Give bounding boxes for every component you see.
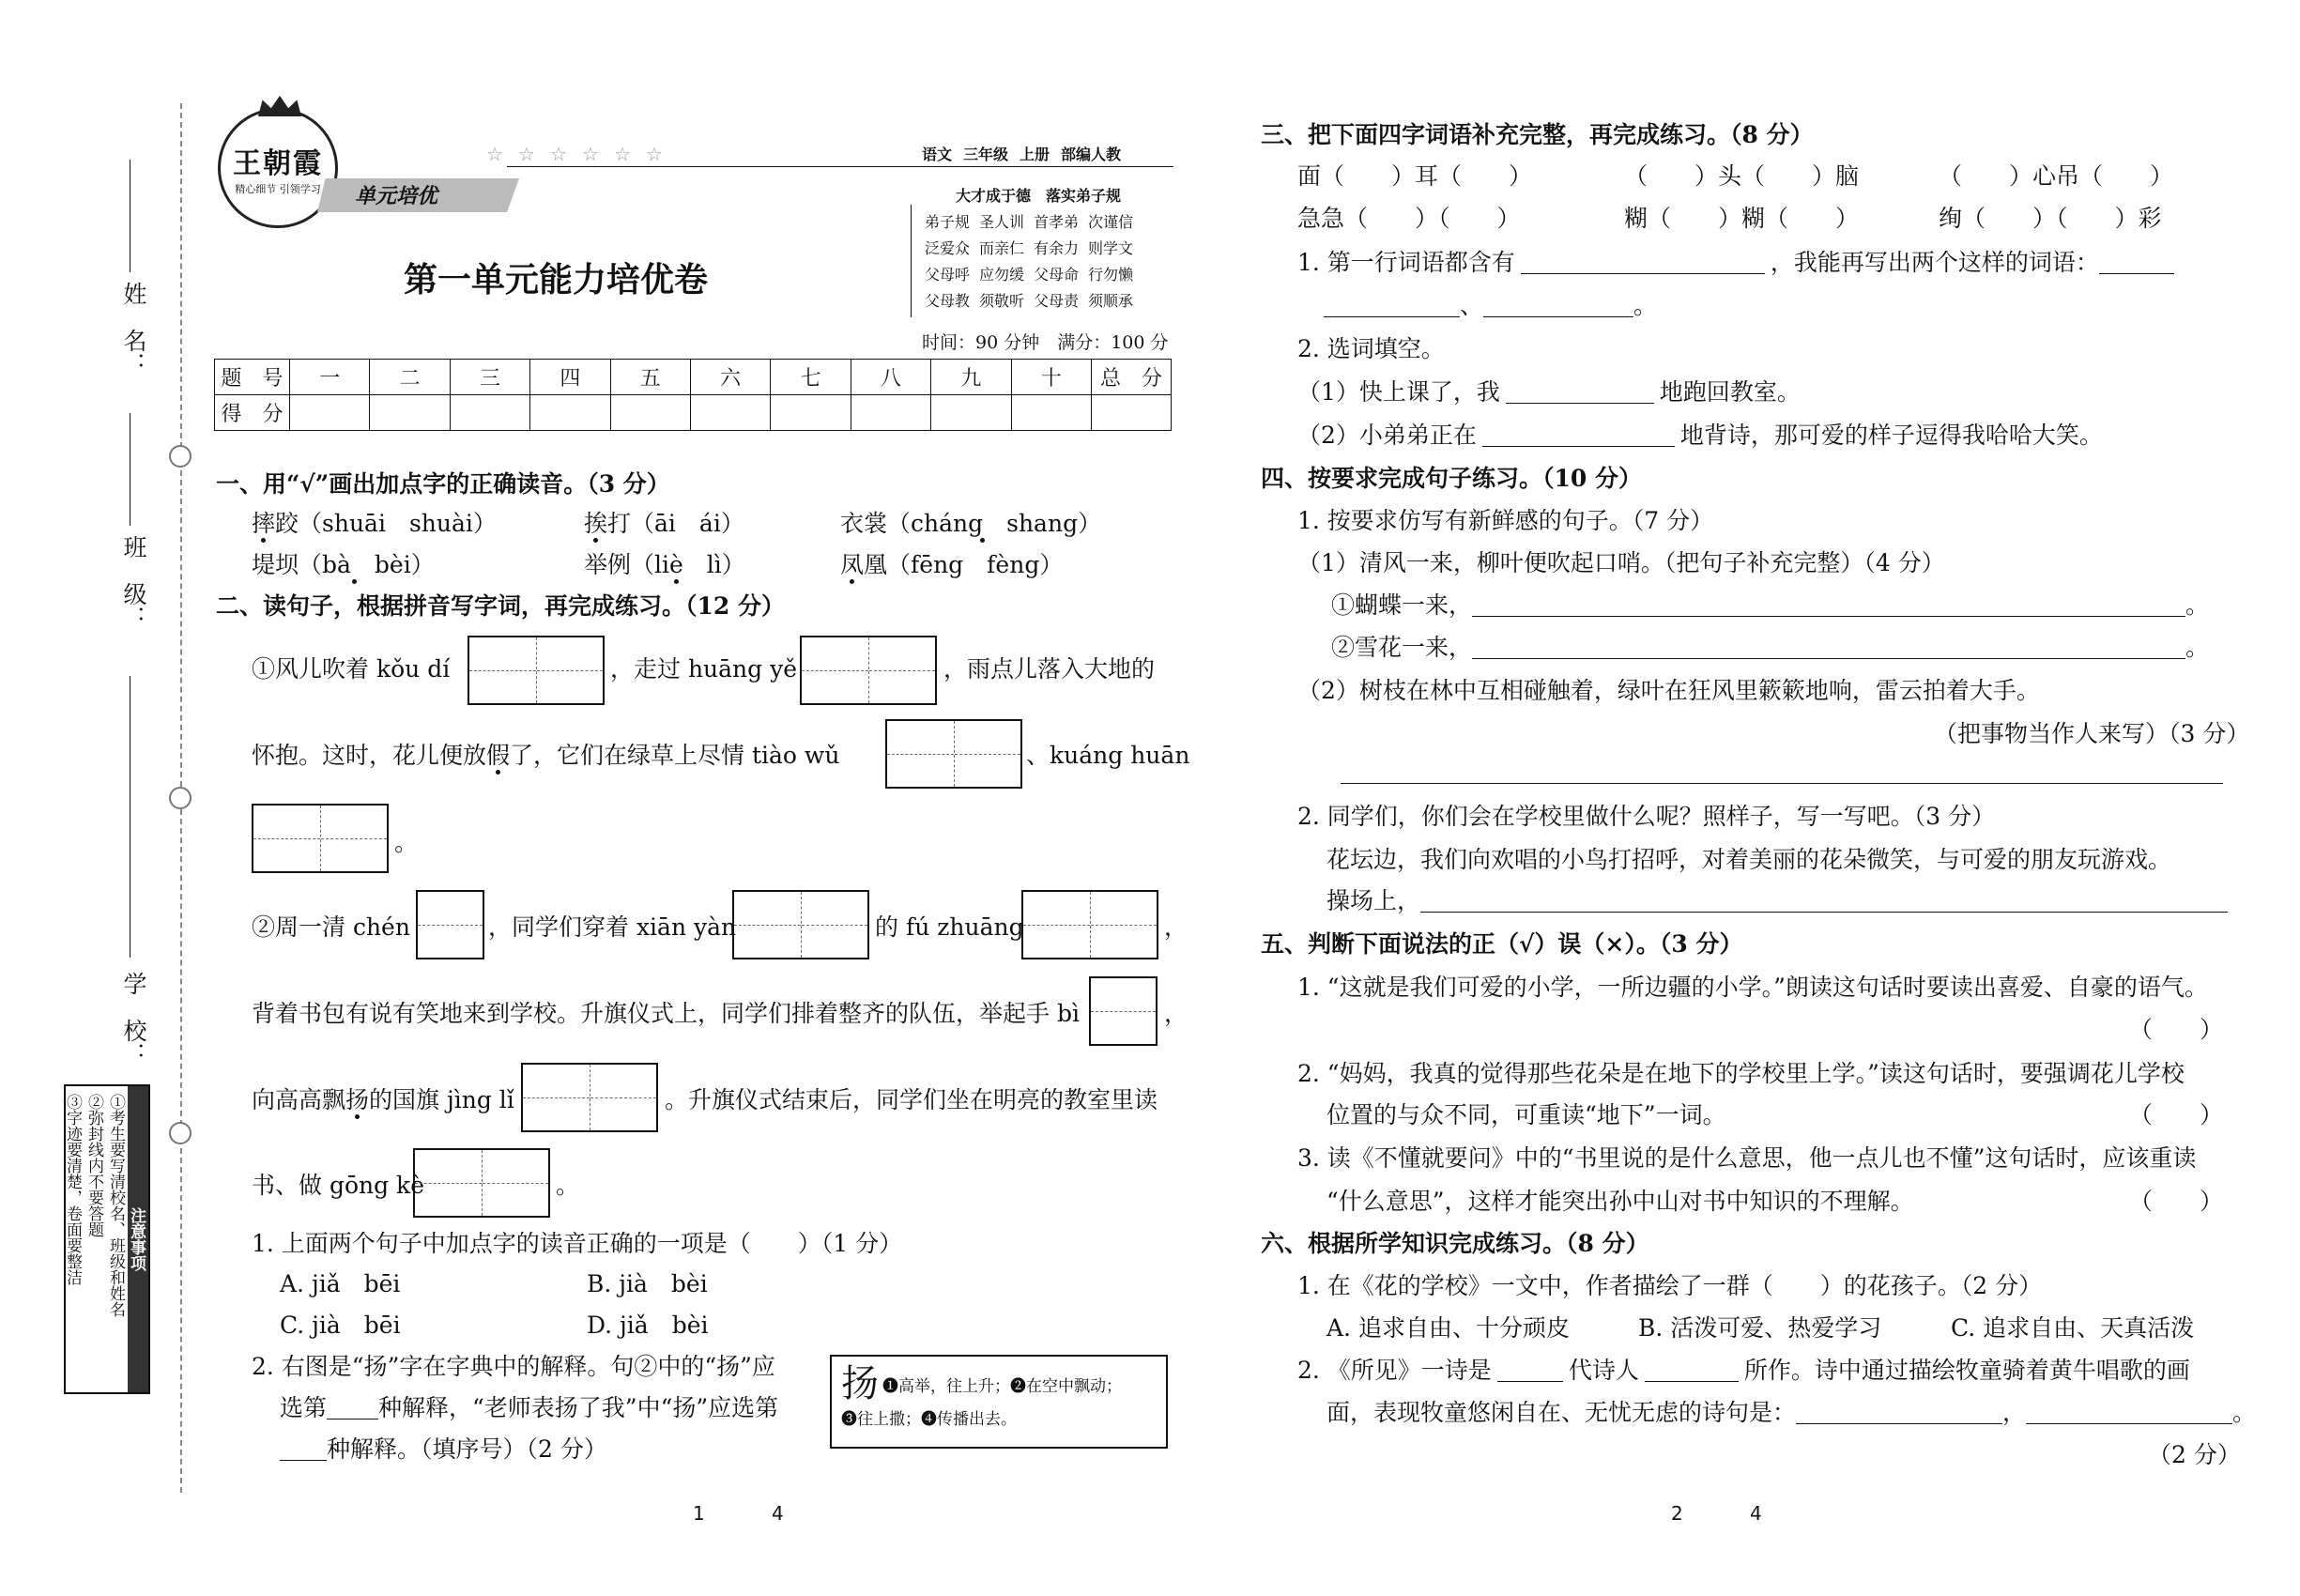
logo-text: 王朝霞 <box>233 147 323 180</box>
q4-text: （1）清风一来，柳叶便吹起口哨。（把句子补充完整）（4 分） <box>1297 549 1945 576</box>
q4-text: （把事物当作人来写）（3 分） <box>1934 720 2250 747</box>
motto-line: 泛爱众 而亲仁 有余力 则学文 <box>924 239 1133 257</box>
tag: 语文 <box>922 146 953 163</box>
q3-text: （2）小弟弟正在 地背诗，那可爱的样子逗得我哈哈大笑。 <box>1297 417 2103 454</box>
binding-circle <box>169 787 192 809</box>
q2-text: ， <box>1164 1000 1188 1027</box>
q4-text: 1. 按要求仿写有新鲜感的句子。（7 分） <box>1297 507 1714 534</box>
q3-text: 、 。 <box>1324 287 1657 325</box>
writing-grid[interactable] <box>885 719 1022 789</box>
answer-line[interactable] <box>1420 884 2228 913</box>
q4-text: 2. 同学们，你们会在学校里做什么呢？照样子，写一写吧。（3 分） <box>1297 803 1996 830</box>
q4-text: 操场上， <box>1326 882 2228 920</box>
star-icon: ☆ <box>614 143 631 165</box>
q2-text: 。升旗仪式结束后，同学们坐在明亮的教室里读 <box>665 1086 1158 1113</box>
page-number: 2 <box>1671 1502 1683 1525</box>
motto-block <box>920 183 1138 315</box>
crown-icon <box>258 96 301 116</box>
answer-blank[interactable] <box>1324 289 1460 317</box>
subject-tags <box>922 143 1121 164</box>
writing-grid[interactable] <box>1089 976 1158 1046</box>
q2-sub2: 2. 右图是“扬”字在字典中的解释。句②中的“扬”应 <box>252 1353 775 1380</box>
option-a[interactable]: A. jiǎ bēi <box>280 1270 401 1297</box>
notice-item: ③字迹要清楚，卷面要整洁 <box>63 1094 82 1285</box>
q3-idiom[interactable]: 急急（ ）（ ） <box>1297 205 1521 232</box>
answer-line[interactable] <box>1341 783 2223 784</box>
answer-blank[interactable] <box>1796 1396 2002 1424</box>
q2-text: 怀抱。这时，花儿便放假了，它们在绿草上尽情 tiào wǔ <box>252 742 840 769</box>
star-icon: ☆ <box>550 143 567 165</box>
q1-item[interactable]: 衣裳（cháng shang） <box>840 510 1102 537</box>
q2-text: 向高高飘扬的国旗 jìng lǐ <box>252 1086 514 1113</box>
q2-text: 的 fú zhuāng <box>875 913 1024 941</box>
q3-idiom[interactable]: （ ）心吊（ ） <box>1939 162 2174 190</box>
writing-grid[interactable] <box>413 1148 550 1218</box>
answer-blank[interactable] <box>2026 1396 2232 1424</box>
answer-paren[interactable]: （ ） <box>2129 1188 2224 1215</box>
header-rule <box>507 166 1173 167</box>
motto-line: 父母教 须敬听 父母责 须顺承 <box>924 292 1133 310</box>
dict-def: ❸往上撒；❹传播出去。 <box>841 1410 1017 1429</box>
motto-title: 大才成于德 落实弟子规 <box>956 187 1122 205</box>
q3-text: 1. 第一行词语都含有 ，我能再写出两个这样的词语： <box>1297 244 2174 282</box>
option-c[interactable]: C. jià bēi <box>280 1312 401 1339</box>
q3-idiom[interactable]: 绚（ ）（ ）彩 <box>1939 205 2162 232</box>
q1-item[interactable]: 凤凰（fēng fèng） <box>840 551 1064 578</box>
motto-line: 父母呼 应勿缓 父母命 行勿懒 <box>924 266 1133 284</box>
q5-text: 位置的与众不同，可重读“地下”一词。 <box>1326 1101 1726 1128</box>
answer-blank[interactable] <box>1482 419 1675 447</box>
option-d[interactable]: D. jiǎ bèi <box>587 1312 709 1339</box>
star-icon: ☆ <box>486 143 503 165</box>
q5-text: “什么意思”，这样才能突出孙中山对书中知识的不理解。 <box>1326 1188 1914 1215</box>
binding-circle <box>169 1122 192 1144</box>
star-icon: ☆ <box>518 143 535 165</box>
answer-paren[interactable]: （ ） <box>2129 1101 2224 1128</box>
time-score: 时间：90 分钟 满分：100 分 <box>922 332 1169 353</box>
tag: 三年级 <box>963 146 1009 163</box>
star-icon: ☆ <box>582 143 599 165</box>
q3-title: 三、把下面四字词语补充完整，再完成练习。（8 分） <box>1261 121 1814 148</box>
answer-blank[interactable] <box>280 1433 327 1461</box>
star-icon: ☆ <box>646 143 663 165</box>
section-label: 单元培优 <box>355 185 438 208</box>
page-number: 1 <box>693 1502 705 1525</box>
q6-text: 面，表现牧童悠闲自在、无忧无虑的诗句是： ， 。 <box>1326 1394 2256 1432</box>
q2-title: 二、读句子，根据拼音写字词，再完成练习。（12 分） <box>216 592 785 620</box>
answer-blank[interactable] <box>1483 289 1633 317</box>
q6-text: 2. 《所见》一诗是 代诗人 所作。诗中通过描绘牧童骑着黄牛唱歌的画 <box>1297 1352 2190 1389</box>
q6-title: 六、根据所学知识完成练习。（8 分） <box>1261 1230 1649 1257</box>
score-header-row: 题 号 一 二 三 四 五 六 七 八 九 十 总 分 <box>215 360 1172 395</box>
writing-grid[interactable] <box>521 1063 658 1132</box>
page-total: 4 <box>1750 1502 1762 1525</box>
q5-text: 2. “妈妈，我真的觉得那些花朵是在地下的学校里上学。”读这句话时，要强调花儿学校 <box>1297 1060 2185 1087</box>
writing-grid[interactable] <box>732 890 869 959</box>
answer-blank[interactable] <box>1506 376 1654 404</box>
writing-grid[interactable] <box>468 636 605 705</box>
score-table <box>214 359 1172 431</box>
q1-item[interactable]: 摔跤（shuāi shuài） <box>252 510 497 537</box>
q2-sub2: 种解释。（填序号）（2 分） <box>280 1431 607 1468</box>
q2-text: ， <box>1164 913 1188 941</box>
notice-title: 注意事项 <box>128 1086 148 1392</box>
school-label: 学 校： <box>120 972 147 1066</box>
q4-text: （2）树枝在林中互相碰触着，绿叶在狂风里簌簌地响，雷云拍着大手。 <box>1297 677 2040 704</box>
q5-title: 五、判断下面说法的正（√）误（×）。（3 分） <box>1261 930 1743 958</box>
q2-sub1: 1. 上面两个句子中加点字的读音正确的一项是（ ）（1 分） <box>252 1230 903 1257</box>
q4-text: 花坛边，我们向欢唱的小鸟打招呼，对着美丽的花朵微笑，与可爱的朋友玩游戏。 <box>1326 846 2172 873</box>
q2-text: 、kuáng huān <box>1026 742 1190 769</box>
motto-line: 弟子规 圣人训 首孝弟 次谨信 <box>924 213 1133 231</box>
dictionary-box <box>830 1355 1168 1449</box>
option-c[interactable]: C. 追求自由、天真活泼 <box>1951 1314 2195 1342</box>
answer-blank[interactable] <box>1645 1354 1739 1382</box>
page-total: 4 <box>772 1502 784 1525</box>
q2-text: ②周一清 chén <box>252 913 410 941</box>
q3-idiom[interactable]: 糊（ ）糊（ ） <box>1624 205 1860 232</box>
name-label: 姓 名： <box>120 282 147 376</box>
q4-text: ①蝴蝶一来， 。 <box>1331 587 2209 624</box>
q6-text: （2 分） <box>2148 1441 2241 1468</box>
answer-blank[interactable] <box>2099 246 2174 274</box>
q1-item[interactable]: 挨打（āi ái） <box>584 510 744 537</box>
answer-paren[interactable]: （ ） <box>2129 1016 2224 1043</box>
answer-blank[interactable] <box>1497 1354 1563 1382</box>
q1-title: 一、用“√”画出加点字的正确读音。（3 分） <box>216 470 670 498</box>
notice-box <box>64 1084 150 1394</box>
notice-item: ①考生要写清校名、班级和姓名 <box>106 1094 125 1317</box>
q3-text: （1）快上课了，我 地跑回教室。 <box>1297 374 1801 411</box>
q2-text: ，走过 huāng yě <box>610 655 798 683</box>
paper-title: 第一单元能力培优卷 <box>404 260 709 299</box>
q2-text: ①风儿吹着 kǒu dí <box>252 655 451 683</box>
tag: 部编人教 <box>1061 146 1122 163</box>
q5-text: 1. “这就是我们可爱的小学，一所边疆的小学。”朗读这句话时要读出喜爱、自豪的语气。 <box>1297 974 2208 1001</box>
option-b[interactable]: B. jià bèi <box>587 1270 708 1297</box>
answer-line[interactable] <box>1472 631 2185 659</box>
option-a[interactable]: A. 追求自由、十分顽皮 <box>1326 1314 1570 1342</box>
answer-line[interactable] <box>1472 589 2185 617</box>
q1-item[interactable]: 举例（liè lì） <box>584 551 745 578</box>
q2-sub2: 选第 种解释，“老师表扬了我”中“扬”应选第 <box>280 1389 778 1427</box>
logo-subtext: 精心细节 引领学习 <box>235 183 321 195</box>
q6-text: 1. 在《花的学校》一文中，作者描绘了一群（ ）的花孩子。（2 分） <box>1297 1272 2043 1299</box>
writing-grid[interactable] <box>800 636 937 705</box>
writing-grid[interactable] <box>416 890 484 959</box>
q2-text: 。 <box>394 829 419 856</box>
dict-def: ❶高举，往上升；❷在空中飘动； <box>882 1376 1122 1396</box>
binding-circle <box>169 445 192 468</box>
q2-text: ，雨点儿落入大地的 <box>943 655 1156 683</box>
q3-idiom[interactable]: 面（ ）耳（ ） <box>1297 162 1533 190</box>
writing-grid[interactable] <box>252 804 389 873</box>
q5-text: 3. 读《不懂就要问》中的“书里说的是什么意思，他一点儿也不懂”这句话时，应该重读 <box>1297 1144 2197 1172</box>
q3-text: 2. 选词填空。 <box>1297 335 1445 362</box>
answer-blank[interactable] <box>327 1391 378 1420</box>
writing-grid[interactable] <box>1021 890 1158 959</box>
q2-text: 书、做 gōng kè <box>252 1172 424 1199</box>
option-b[interactable]: B. 活泼可爱、热爱学习 <box>1638 1314 1882 1342</box>
score-input-row[interactable]: 得 分 <box>215 395 1172 431</box>
notice-item: ②弥封线内不要答题 <box>84 1094 103 1237</box>
q2-text: 背着书包有说有笑地来到学校。升旗仪式上，同学们排着整齐的队伍，举起手 bì <box>252 1000 1080 1027</box>
q3-idiom[interactable]: （ ）头（ ）脑 <box>1624 162 1860 190</box>
class-label: 班 级： <box>120 535 147 629</box>
tag: 上册 <box>1020 146 1050 163</box>
answer-blank[interactable] <box>1521 246 1765 274</box>
motto-divider <box>911 205 912 317</box>
q2-text: ，同学们穿着 xiān yàn <box>488 913 737 941</box>
q4-text: ②雪花一来， 。 <box>1331 629 2209 667</box>
q4-title: 四、按要求完成句子练习。（10 分） <box>1261 465 1642 492</box>
q2-text: 。 <box>556 1172 580 1199</box>
dict-char: 扬 <box>841 1362 879 1405</box>
q1-item[interactable]: 堤坝（bà bèi） <box>252 551 435 578</box>
